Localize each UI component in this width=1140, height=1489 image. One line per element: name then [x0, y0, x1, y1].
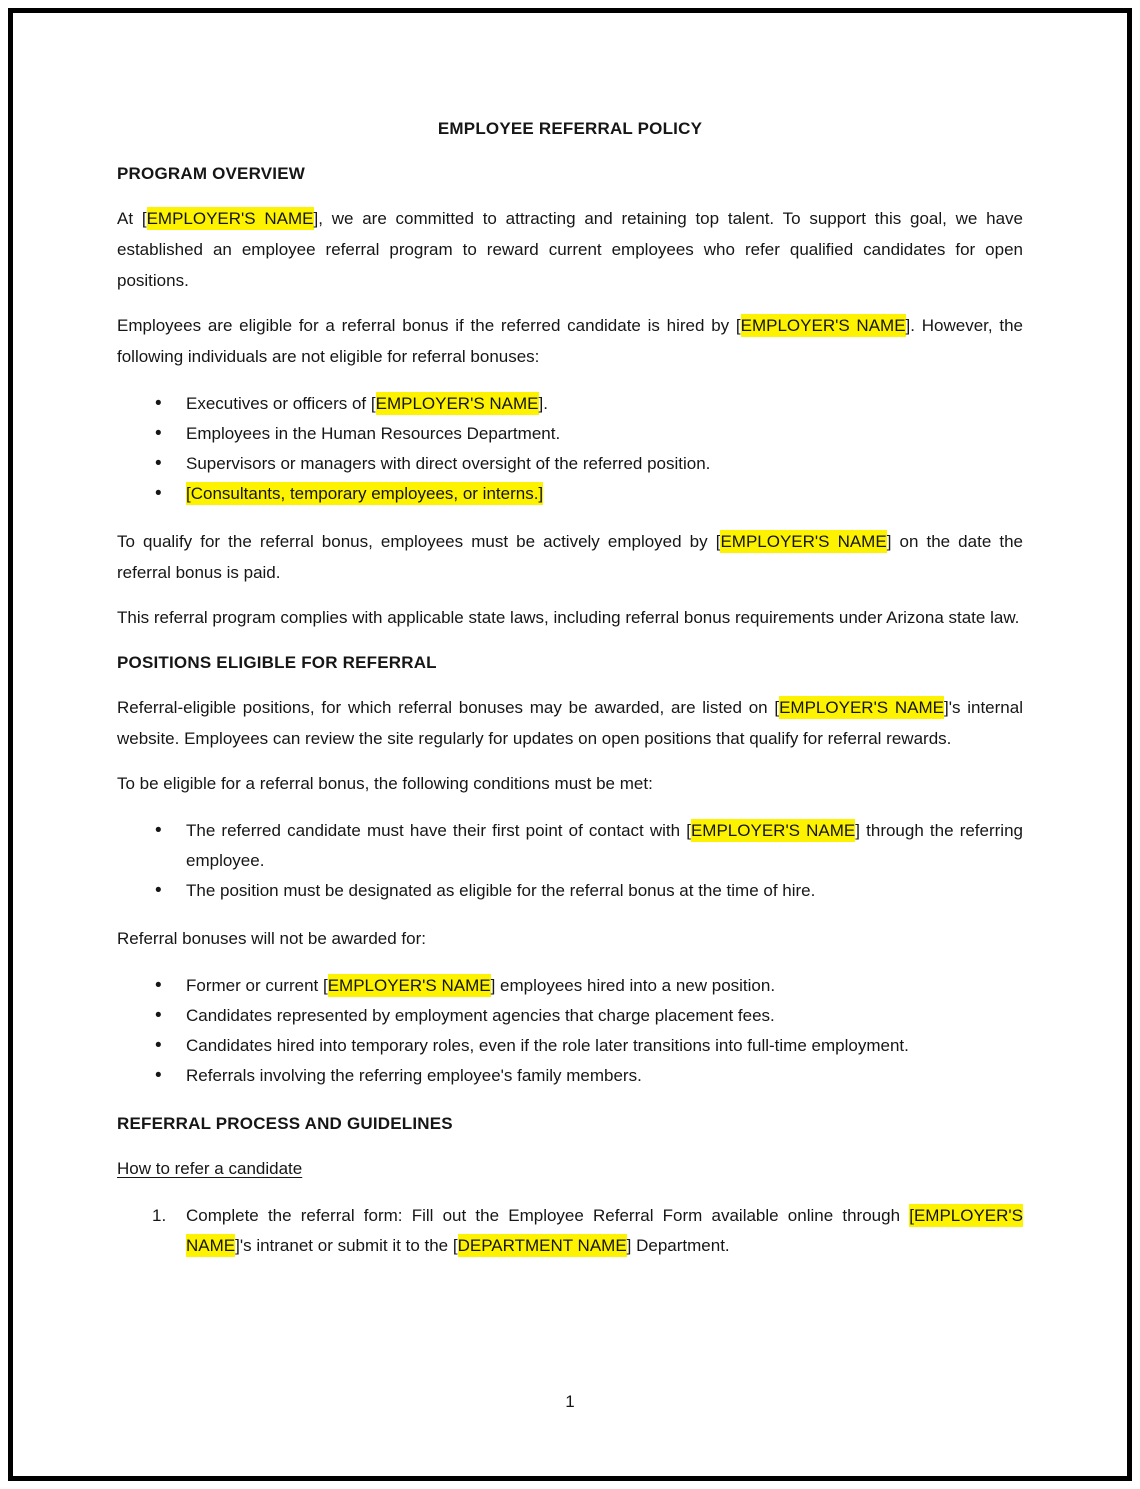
- highlighted-placeholder: DEPARTMENT NAME: [457, 1236, 627, 1255]
- text-run: ] through the referring employee.: [186, 821, 1023, 870]
- text-run: This referral program complies with applicable state laws, including referral bonus requirements under Arizona state law.: [117, 608, 1020, 627]
- bullet-list: [117, 816, 1023, 906]
- text-run: ].: [538, 394, 548, 413]
- section-heading: POSITIONS ELIGIBLE FOR REFERRAL: [117, 653, 437, 672]
- text-run: Supervisors or managers with direct oversight of the referred position.: [186, 454, 711, 473]
- text-run: Candidates represented by employment agencies that charge placement fees.: [186, 1006, 775, 1025]
- list-item: [117, 1031, 1023, 1061]
- bullet-list: [117, 389, 1023, 509]
- list-item: [117, 1001, 1023, 1031]
- text-run: The position must be designated as eligible for the referral bonus at the time of hire.: [186, 881, 816, 900]
- text-run: ]. However, the following individuals are not eligible for referral bonuses:: [117, 316, 1023, 366]
- section-heading: REFERRAL PROCESS AND GUIDELINES: [117, 1114, 453, 1133]
- paragraph: [117, 526, 1023, 588]
- paragraph: [117, 602, 1023, 633]
- text-run: To be eligible for a referral bonus, the following conditions must be met:: [117, 774, 653, 793]
- text-run: ] employees hired into a new position.: [490, 976, 776, 995]
- text-run: ]'s intranet or submit it to the [: [235, 1236, 458, 1255]
- highlighted-placeholder: EMPLOYER'S NAME: [690, 821, 856, 840]
- paragraph: [117, 923, 1023, 954]
- highlighted-placeholder: EMPLOYER'S NAME: [327, 976, 491, 995]
- document-content: [117, 113, 1023, 1278]
- list-item: [117, 816, 1023, 876]
- highlighted-placeholder: EMPLOYER'S NAME: [146, 209, 314, 228]
- list-item: [117, 971, 1023, 1001]
- highlighted-placeholder: [Consultants, temporary employees, or interns.]: [186, 484, 544, 503]
- subsection-heading: How to refer a candidate: [117, 1159, 303, 1178]
- list-item: [117, 419, 1023, 449]
- text-run: Former or current [: [186, 976, 328, 995]
- paragraph: [117, 692, 1023, 754]
- text-run: Employees in the Human Resources Department.: [186, 424, 561, 443]
- highlighted-placeholder: EMPLOYER'S NAME: [375, 394, 539, 413]
- document-title: EMPLOYEE REFERRAL POLICY: [437, 119, 703, 138]
- document-body: [117, 158, 1023, 1261]
- text-run: Candidates hired into temporary roles, even if the role later transitions into full-time employment.: [186, 1036, 909, 1055]
- text-run: The referred candidate must have their first point of contact with [: [186, 821, 691, 840]
- list-item: [117, 479, 1023, 509]
- page-number: 1: [565, 1392, 575, 1411]
- highlighted-placeholder: [EMPLOYER'S NAME: [186, 1206, 1023, 1255]
- highlighted-placeholder: EMPLOYER'S NAME: [779, 698, 945, 717]
- paragraph: [117, 768, 1023, 799]
- text-run: Referral bonuses will not be awarded for:: [117, 929, 426, 948]
- paragraph: [117, 310, 1023, 372]
- list-item: [117, 1201, 1023, 1261]
- bullet-list: [117, 971, 1023, 1091]
- highlighted-placeholder: EMPLOYER'S NAME: [720, 532, 887, 551]
- text-run: At [: [117, 209, 147, 228]
- text-run: Employees are eligible for a referral bonus if the referred candidate is hired by [: [117, 316, 741, 335]
- list-item: [117, 1061, 1023, 1091]
- text-run: ], we are committed to attracting and retaining top talent. To support this goal, we have established an employee referral program to reward current employees who refer qualified candidates for open positions.: [117, 209, 1023, 290]
- text-run: Referral-eligible positions, for which referral bonuses may be awarded, are listed on [: [117, 698, 780, 717]
- text-run: Complete the referral form: Fill out the Employee Referral Form available online through: [186, 1206, 910, 1225]
- text-run: ] on the date the referral bonus is paid.: [117, 532, 1023, 582]
- list-item: [117, 389, 1023, 419]
- section-heading: PROGRAM OVERVIEW: [117, 164, 306, 183]
- text-run: ]'s internal website. Employees can review the site regularly for updates on open positions that qualify for referral rewards.: [117, 698, 1023, 748]
- text-run: Referrals involving the referring employee's family members.: [186, 1066, 642, 1085]
- text-run: Executives or officers of [: [186, 394, 376, 413]
- numbered-list: [117, 1201, 1023, 1261]
- list-item: [117, 876, 1023, 906]
- list-item: [117, 449, 1023, 479]
- paragraph: [117, 203, 1023, 296]
- text-run: To qualify for the referral bonus, employees must be actively employed by [: [117, 532, 721, 551]
- highlighted-placeholder: EMPLOYER'S NAME: [740, 316, 906, 335]
- text-run: ] Department.: [626, 1236, 730, 1255]
